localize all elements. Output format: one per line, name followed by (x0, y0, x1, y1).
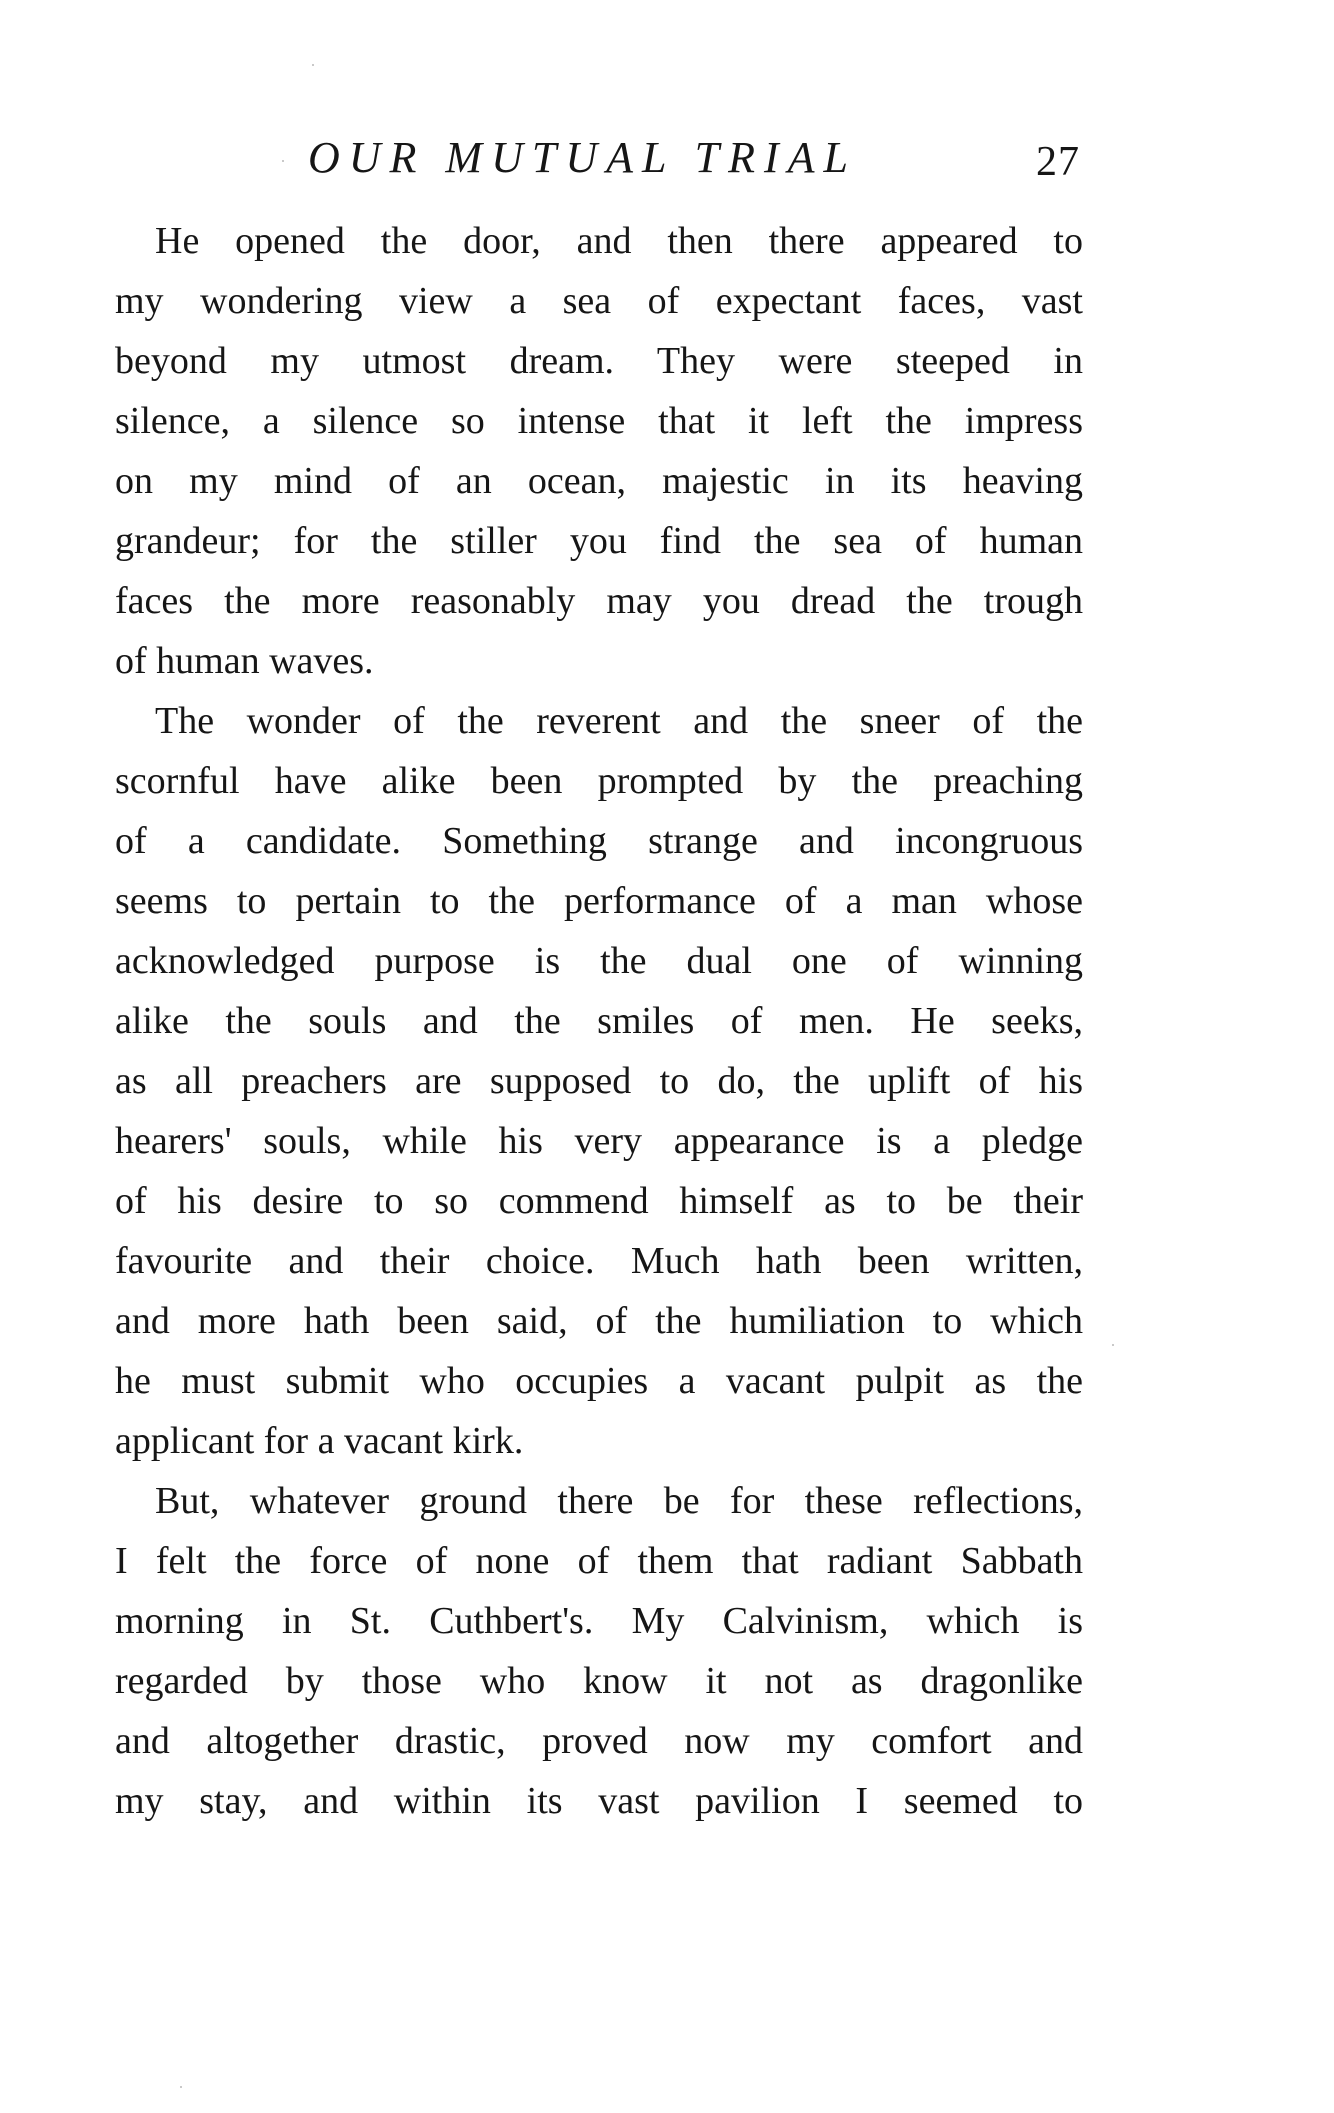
text-line: silence, a silence so intense that it left the impress (115, 400, 1083, 442)
text-line: I felt the force of none of them that radiant Sabbath (115, 1540, 1083, 1582)
paper-speck (1112, 1344, 1114, 1346)
text-line: seems to pertain to the performance of a man whose (115, 880, 1083, 922)
text-line: my stay, and within its vast pavilion I seemed to (115, 1780, 1083, 1822)
text-line: alike the souls and the smiles of men. He seeks, (115, 1000, 1083, 1042)
text-line: and altogether drastic, proved now my comfort and (115, 1720, 1083, 1762)
text-line: But, whatever ground there be for these reflections, (155, 1480, 1083, 1522)
text-line: of human waves. (115, 640, 374, 682)
text-line: faces the more reasonably may you dread the trough (115, 580, 1083, 622)
paper-speck (180, 2086, 182, 2088)
text-line: and more hath been said, of the humiliation to which (115, 1300, 1083, 1342)
text-line: scornful have alike been prompted by the preaching (115, 760, 1083, 802)
text-line: favourite and their choice. Much hath been written, (115, 1240, 1083, 1282)
text-line: of a candidate. Something strange and incongruous (115, 820, 1083, 862)
text-line: my wondering view a sea of expectant faces, vast (115, 280, 1083, 322)
running-head (300, 128, 1080, 188)
paragraph-2 (115, 691, 1083, 1471)
text-line: acknowledged purpose is the dual one of winning (115, 940, 1083, 982)
text-line: hearers' souls, while his very appearance is a pledge (115, 1120, 1083, 1162)
text-line: he must submit who occupies a vacant pulpit as the (115, 1360, 1083, 1402)
running-title: OUR MUTUAL TRIAL (308, 133, 858, 182)
text-line: beyond my utmost dream. They were steeped in (115, 340, 1083, 382)
paragraph-1 (115, 211, 1083, 691)
text-line: He opened the door, and then there appeared to (155, 220, 1083, 262)
text-line: The wonder of the reverent and the sneer of the (155, 700, 1083, 742)
paragraph-3 (115, 1471, 1083, 1831)
paper-speck (282, 160, 284, 162)
text-line: grandeur; for the stiller you find the sea of human (115, 520, 1083, 562)
body-text (115, 211, 1083, 1831)
text-line: regarded by those who know it not as dragonlike (115, 1660, 1083, 1702)
text-line: on my mind of an ocean, majestic in its heaving (115, 460, 1083, 502)
text-line: of his desire to so commend himself as to be their (115, 1180, 1083, 1222)
page-number: 27 (1036, 139, 1080, 185)
paper-speck (312, 64, 314, 66)
text-line: applicant for a vacant kirk. (115, 1420, 524, 1462)
text-line: morning in St. Cuthbert's. My Calvinism, which is (115, 1600, 1083, 1642)
text-line: as all preachers are supposed to do, the uplift of his (115, 1060, 1083, 1102)
